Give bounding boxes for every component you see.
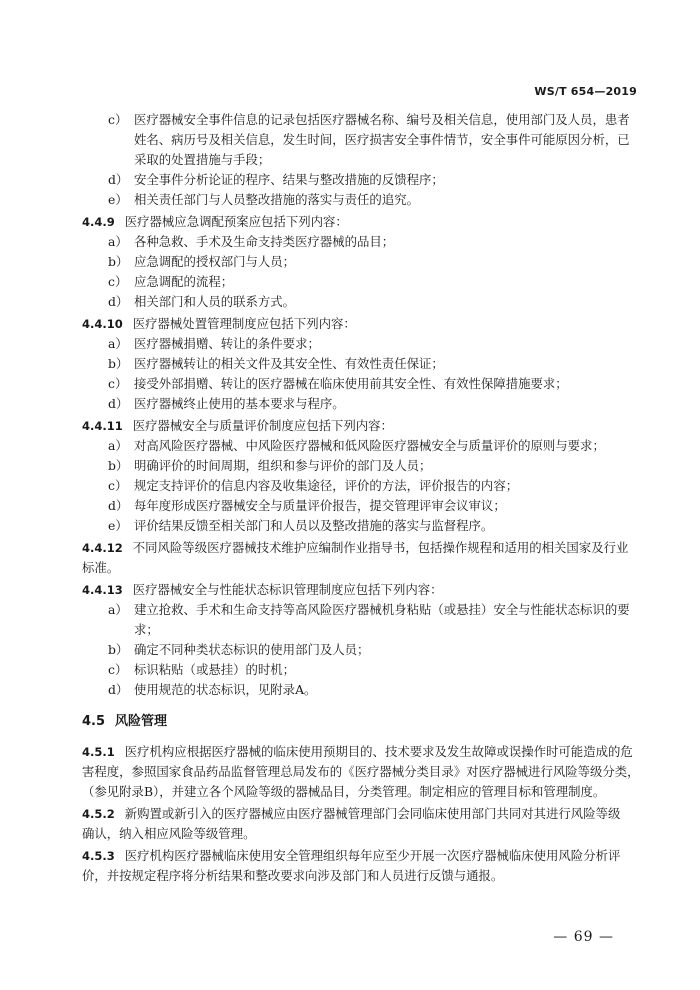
list-item-line [82, 620, 632, 640]
clause-text: （参见附录B），并建立各个风险等级的器械品目，分类管理。制定相应的管理目标和管理制度。 [82, 784, 606, 799]
list-item-marker: d） [108, 682, 129, 697]
list-item-line [82, 660, 632, 680]
list-item-line [82, 130, 632, 150]
list-item-text: 相关责任部门与人员整改措施的落实与责任的追究。 [134, 192, 419, 207]
list-item-line [82, 456, 632, 476]
clause-text: 医疗机构应根据医疗器械的临床使用预期目的、技术要求及发生故障或误操作时可能造成的危 [124, 744, 633, 759]
list-item [82, 476, 632, 496]
clause [82, 212, 632, 232]
list-item-text: 建立抢救、手术和生命支持等高风险医疗器械机身粘贴（或悬挂）安全与性能状态标识的要 [134, 602, 630, 617]
list-item-text: 每年度形成医疗器械安全与质量评价报告，提交管理评审会议审议； [134, 498, 506, 513]
list-item-text: 确定不同种类状态标识的使用部门及人员； [134, 642, 370, 657]
list-item-text: 采取的处置措施与手段； [134, 152, 271, 167]
clause-line [82, 824, 632, 844]
clause-line [82, 866, 632, 886]
document-code: WS/T 654—2019 [534, 85, 637, 98]
list-item-line [82, 292, 632, 312]
list-item-text: 求； [134, 622, 159, 637]
list-item-marker: b） [108, 356, 129, 371]
clause-text: 不同风险等级医疗器械技术维护应编制作业指导书，包括操作规程和适用的相关国家及行业 [132, 540, 629, 555]
list-item-marker: c） [108, 274, 128, 289]
list-item-line [82, 272, 632, 292]
section-number: 4.5 [82, 714, 106, 729]
list-item [82, 292, 632, 312]
list-item [82, 334, 632, 354]
list-item-line [82, 232, 632, 252]
clause-text: 新购置或新引入的医疗器械应由医疗器械管理部门会同临床使用部门共同对其进行风险等级 [124, 806, 621, 821]
list-item-line [82, 436, 632, 456]
clause-line [82, 416, 632, 436]
list-item-line [82, 170, 632, 190]
clause-line [82, 846, 632, 866]
list-item-marker: a） [108, 438, 128, 453]
list-item-text: 使用规范的状态标识，见附录A。 [134, 682, 317, 697]
list-item-marker: c） [108, 376, 128, 391]
list-item-line [82, 150, 632, 170]
list-item [82, 496, 632, 516]
clause-line [82, 782, 632, 802]
clause [82, 804, 632, 844]
clause [82, 580, 632, 600]
clause-number: 4.4.12 [82, 541, 123, 555]
list-item-marker: b） [108, 458, 129, 473]
list-item-text: 规定支持评价的信息内容及收集途径，评价的方法，评价报告的内容； [134, 478, 519, 493]
list-item [82, 232, 632, 252]
clause-number: 4.5.3 [82, 849, 115, 863]
list-item [82, 640, 632, 660]
list-item-line [82, 476, 632, 496]
clause [82, 846, 632, 886]
list-item-text: 医疗器械捐赠、转让的条件要求； [134, 336, 320, 351]
list-item-marker: c） [108, 478, 128, 493]
list-item [82, 680, 632, 700]
clause-line [82, 558, 632, 578]
list-item-marker: e） [108, 192, 128, 207]
list-item-marker: c） [108, 112, 128, 127]
list-item-marker: d） [108, 294, 129, 309]
list-item-marker: d） [108, 498, 129, 513]
clause-text: 医疗器械安全与质量评价制度应包括下列内容： [132, 418, 393, 433]
list-item-text: 标识粘贴（或悬挂）的时机； [134, 662, 296, 677]
clause-number: 4.4.10 [82, 317, 123, 331]
list-item [82, 272, 632, 292]
clause-text: 确认，纳入相应风险等级管理。 [82, 826, 256, 841]
clause-text: 医疗器械处置管理制度应包括下列内容： [132, 316, 356, 331]
clause-text: 医疗机构医疗器械临床使用安全管理组织每年应至少开展一次医疗器械临床使用风险分析评 [124, 848, 621, 863]
list-item-marker: d） [108, 172, 129, 187]
clause-line [82, 580, 632, 600]
clause-text: 标准。 [82, 560, 120, 575]
list-item-marker: c） [108, 662, 128, 677]
clause [82, 416, 632, 436]
list-item [82, 394, 632, 414]
list-item [82, 110, 632, 170]
list-item [82, 660, 632, 680]
list-item-marker: b） [108, 254, 129, 269]
clause [82, 742, 640, 802]
list-item-marker: a） [108, 336, 128, 351]
clause-text: 害程度，参照国家食品药品监督管理总局发布的《医疗器械分类目录》对医疗器械进行风险等级分类， [82, 764, 640, 779]
list-item-marker: a） [108, 602, 128, 617]
list-item-line [82, 496, 632, 516]
page-body [82, 110, 640, 886]
list-item [82, 354, 632, 374]
list-item [82, 170, 632, 190]
list-item-text: 医疗器械终止使用的基本要求与程序。 [134, 396, 345, 411]
list-item-line [82, 394, 632, 414]
list-item-text: 姓名、病历号及相关信息，发生时间，医疗损害安全事件情节，安全事件可能原因分析，已 [134, 132, 630, 147]
list-item-line [82, 680, 632, 700]
list-item-marker: d） [108, 396, 129, 411]
list-item-line [82, 252, 632, 272]
list-item-line [82, 516, 632, 536]
clause-line [82, 538, 632, 558]
list-item [82, 516, 632, 536]
list-item-line [82, 354, 632, 374]
list-item-text: 各种急救、手术及生命支持类医疗器械的品目； [134, 234, 395, 249]
clause-text: 医疗器械安全与性能状态标识管理制度应包括下列内容： [132, 582, 443, 597]
clause-text: 价，并按规定程序将分析结果和整改要求向涉及部门和人员进行反馈与通报。 [82, 868, 504, 883]
list-item [82, 456, 632, 476]
list-item-text: 应急调配的流程； [134, 274, 234, 289]
list-item-marker: e） [108, 518, 128, 533]
list-item-text: 安全事件分析论证的程序、结果与整改措施的反馈程序； [134, 172, 444, 187]
list-item-text: 接受外部捐赠、转让的医疗器械在临床使用前其安全性、有效性保障措施要求； [134, 376, 568, 391]
list-item-line [82, 374, 632, 394]
list-item-line [82, 190, 632, 210]
list-item-text: 明确评价的时间周期，组织和参与评价的部门及人员； [134, 458, 432, 473]
clause-line [82, 762, 640, 782]
clause-line [82, 314, 632, 334]
list-item-line [82, 640, 632, 660]
list-item-text: 对高风险医疗器械、中风险医疗器械和低风险医疗器械安全与质量评价的原则与要求； [134, 438, 605, 453]
clause-line [82, 212, 632, 232]
list-item [82, 374, 632, 394]
list-item-line [82, 600, 632, 620]
clause-number: 4.4.13 [82, 583, 123, 597]
list-item-marker: a） [108, 234, 128, 249]
list-item [82, 600, 632, 640]
clause-line [82, 804, 632, 824]
page-number: — 69 — [553, 929, 614, 945]
clause-line [82, 742, 632, 762]
list-item [82, 436, 632, 456]
list-item-line [82, 110, 632, 130]
section-title: 风险管理 [115, 714, 168, 729]
clause-number: 4.5.2 [82, 807, 115, 821]
list-item-text: 医疗器械安全事件信息的记录包括医疗器械名称、编号及相关信息，使用部门及人员，患者 [134, 112, 630, 127]
list-item-text: 评价结果反馈至相关部门和人员以及整改措施的落实与监督程序。 [134, 518, 494, 533]
clause-number: 4.5.1 [82, 745, 115, 759]
list-item-text: 医疗器械转让的相关文件及其安全性、有效性责任保证； [134, 356, 444, 371]
list-item-marker: b） [108, 642, 129, 657]
list-item-text: 应急调配的授权部门与人员； [134, 254, 296, 269]
clause [82, 538, 632, 578]
clause-text: 医疗器械应急调配预案应包括下列内容： [124, 214, 348, 229]
section-heading [82, 712, 632, 732]
list-item-text: 相关部门和人员的联系方式。 [134, 294, 296, 309]
clause-number: 4.4.9 [82, 215, 115, 229]
list-item-line [82, 334, 632, 354]
clause-number: 4.4.11 [82, 419, 123, 433]
list-item [82, 190, 632, 210]
list-item [82, 252, 632, 272]
clause [82, 314, 632, 334]
